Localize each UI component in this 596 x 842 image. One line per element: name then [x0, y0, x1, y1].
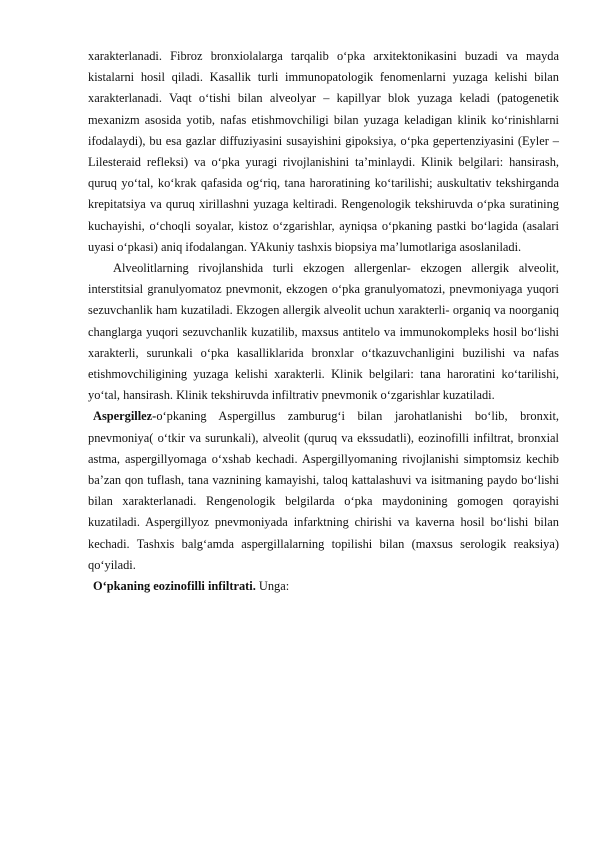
- paragraph-eozinofilli: [88, 576, 559, 597]
- paragraph-aspergillez: [88, 406, 559, 576]
- paragraph-text: Unga:: [255, 579, 290, 594]
- document-page: [88, 46, 559, 597]
- section-heading: O‘pkaning eozinofilli infiltrati.: [93, 579, 256, 594]
- paragraph-text: xarakterlanadi. Fibroz bronxiolalarga tarqalib o‘pka arxitektonikasini buzadi va mayda kistalarni hosil qiladi. Kasallik turli immunopatologik fenomenlarni yuzaga kelishi bilan xarakterlanadi. Vaqt o‘tishi bilan alveolyar – kapillyar blok yuzaga keladi (patogenetik mexanizm asosida yotib, nafas etishmovchiligi bilan yuzaga keladigan klinik ko‘rinishlarni ifodalaydi), bu esa gazlar diffuziyasini susayishini gipoksiya, o‘pka gepertenziyasini (Eyler – Lilesteraid refleksi) va o‘pka yuragi rivojlanishini ta’minlaydi. Klinik belgilari: hansirash, quruq yo‘tal, ko‘krak qafasida og‘riq, tana haroratining ko‘tarilishi; auskultativ tekshirganda krepitatsiya va quruq xirillashni yuzaga keltiradi. Rengenologik tekshiruvda o‘pka suratining kuchayishi, o‘choqli soyalar, kistoz o‘zgarishlar, ayniqsa o‘pkaning pastki bo‘lagida (asalari uyasi o‘pkasi) aniq ifodalangan. YAkuniy tashxis biopsiya ma’lumotlariga asoslaniladi.: [88, 49, 559, 254]
- paragraph-text: o‘pkaning Aspergillus zamburug‘i bilan jarohatlanishi bo‘lib, bronxit, pnevmoniya( o‘tkir va surunkali), alveolit (quruq va ekssudatli), eozinofilli infiltrat, bronxial astma, aspergillyomaga o‘xshab kechadi. Aspergillyomaning rivojlanishi simptomsiz kechib ba’zan qon tuflash, tana vaznining kamayishi, taloq kattalashuvi va isitmaning paydo bo‘lishi bilan xarakterlanadi. Rengenologik belgilarda o‘pka maydonining gomogen qorayishi kuzatiladi. Aspergillyoz pnevmoniyada infarktning chirishi va kaverna hosil bo‘lishi bilan kechadi. Tashxis balg‘amda aspergillalarning topilishi bilan (maxsus serologik reaksiya) qo‘yiladi.: [88, 409, 559, 572]
- paragraph-fibroz: [88, 46, 559, 258]
- paragraph-alveolitlar: [88, 258, 559, 406]
- term-heading: Aspergillez-: [93, 409, 157, 424]
- paragraph-text: Alveolitlarning rivojlanshida turli ekzogen allergenlar- ekzogen allergik alveolit, interstitsial granulyomatoz pnevmonit, ekzogen o‘pka granulyomatozi, pnevmoniyaga yuqori sezuvchanlik ham kuzatiladi. Ekzogen allergik alveolit uchun xarakterli- organiq va noorganiq changlarga yuqori sezuvchanlik kuzatilib, maxsus antitelo va immunokompleks hosil bo‘lishi xarakterli, surunkali o‘pka kasalliklarida bronxlar o‘tkazuvchanligini buzilishi va nafas etishmovchiligining yuzaga kelishi xarakterli. Klinik belgilari: tana haroratini ko‘tarilishi, yo‘tal, hansirash. Klinik tekshiruvda infiltrativ pnevmonik o‘zgarishlar kuzatiladi.: [88, 261, 559, 403]
